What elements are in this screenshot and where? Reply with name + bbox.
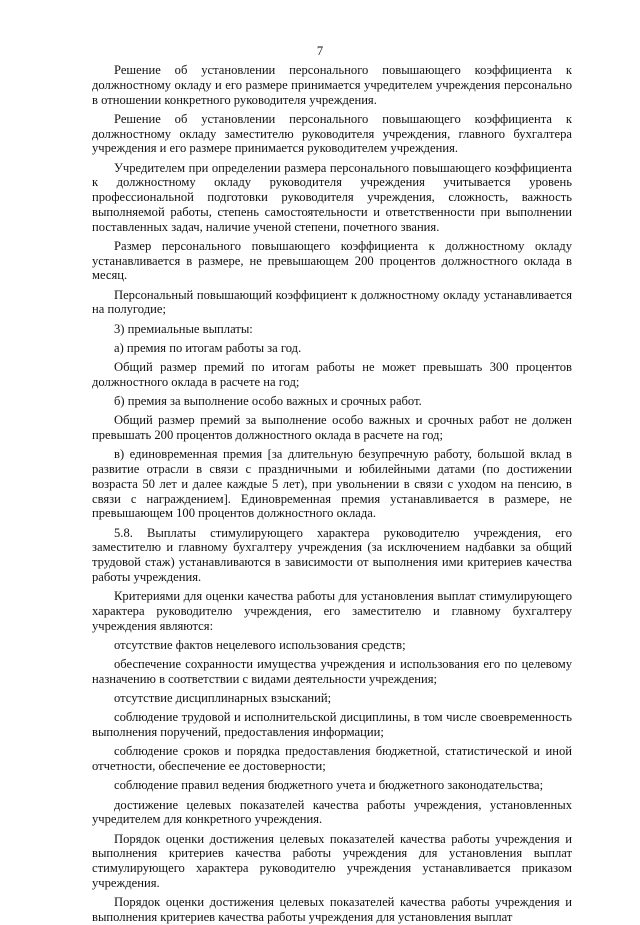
paragraph: Персональный повышающий коэффициент к должностному окладу устанавливается на полугодие; [92,287,572,317]
page-number: 7 [316,44,324,58]
paragraph: б) премия за выполнение особо важных и срочных работ. [114,394,422,408]
paragraph: 3) премиальные выплаты: [114,321,253,336]
paragraph: в) единовременная премия [за длительную безупречную работу, большой вклад в развитие отрасли в связи с праздничными и юбилейными датами (по достижении возраста 50 лет и далее каждые 5 лет), при увольнении в связи с уходом на пенсию, в связи с награждением]. Единовременная премия устанавливается в размере, не превышающем 100 процентов должностного оклада. [92,447,572,521]
paragraph: Порядок оценки достижения целевых показателей качества работы учреждения и выполнения критериев качества работы учреждения для установления выплат стимулирующего характера руководителю учреждения устанавливается приказом учреждения. [92,831,572,890]
paragraph: достижение целевых показателей качества работы учреждения, установленных учредителем для конкретного учреждения. [92,797,572,827]
paragraph: 5.8. Выплаты стимулирующего характера руководителю учреждения, его заместителю и главному бухгалтеру учреждения (за исключением надбавки за общий трудовой стаж) устанавливаются в зависимости от выполнения ими критериев качества работы учреждения. [92,525,572,584]
paragraph: Решение об установлении персонального повышающего коэффициента к должностному окладу и его размере принимается учредителем учреждения персонально в отношении конкретного руководителя учреждения. [92,63,572,107]
paragraph: соблюдение трудовой и исполнительской дисциплины, в том числе своевременность выполнения поручений, предоставления информации; [92,710,572,739]
paragraph: Общий размер премий за выполнение особо важных и срочных работ не должен превышать 200 процентов должностного оклада в расчете на год; [92,413,572,442]
paragraph: а) премия по итогам работы за год. [114,340,302,355]
paragraph: Учредителем при определении размера персонального повышающего коэффициента к должностному окладу руководителя учреждения учитывается уровень профессиональной подготовки руководителя учреждения, сложность, важность выполняемой работы, степень самостоятельности и ответственности при выполнении поставленных задач, наличие ученой степени, почетного звания. [92,160,572,234]
paragraph: соблюдение сроков и порядка предоставления бюджетной, статистической и иной отчетности, обеспечение ее достоверности; [92,744,572,773]
paragraph: отсутствие дисциплинарных взысканий; [114,691,332,705]
paragraph: Общий размер премий по итогам работы не может превышать 300 процентов должностного оклада в расчете на год; [92,360,572,389]
paragraph: отсутствие фактов нецелевого использования средств; [114,637,406,652]
paragraph: Критериями для оценки качества работы для установления выплат стимулирующего характера руководителю учреждения, его заместителю и главному бухгалтеру учреждения являются: [92,589,572,633]
paragraph: Размер персонального повышающего коэффициента к должностному окладу устанавливается в размере, не превышающем 200 процентов должностного оклада в месяц. [92,238,572,283]
paragraph: Решение об установлении персонального повышающего коэффициента к должностному окладу заместителю руководителя учреждения, главного бухгалтера учреждения и его размере принимается руководителем учреждения. [92,111,572,156]
paragraph: Порядок оценки достижения целевых показателей качества работы учреждения и выполнения критериев качества работы учреждения для установления выплат [92,895,572,924]
document-body [92,63,572,925]
paragraph: обеспечение сохранности имущества учреждения и использования его по целевому назначению в соответствии с видами деятельности учреждения; [92,657,572,686]
paragraph: соблюдение правил ведения бюджетного учета и бюджетного законодательства; [114,778,544,793]
